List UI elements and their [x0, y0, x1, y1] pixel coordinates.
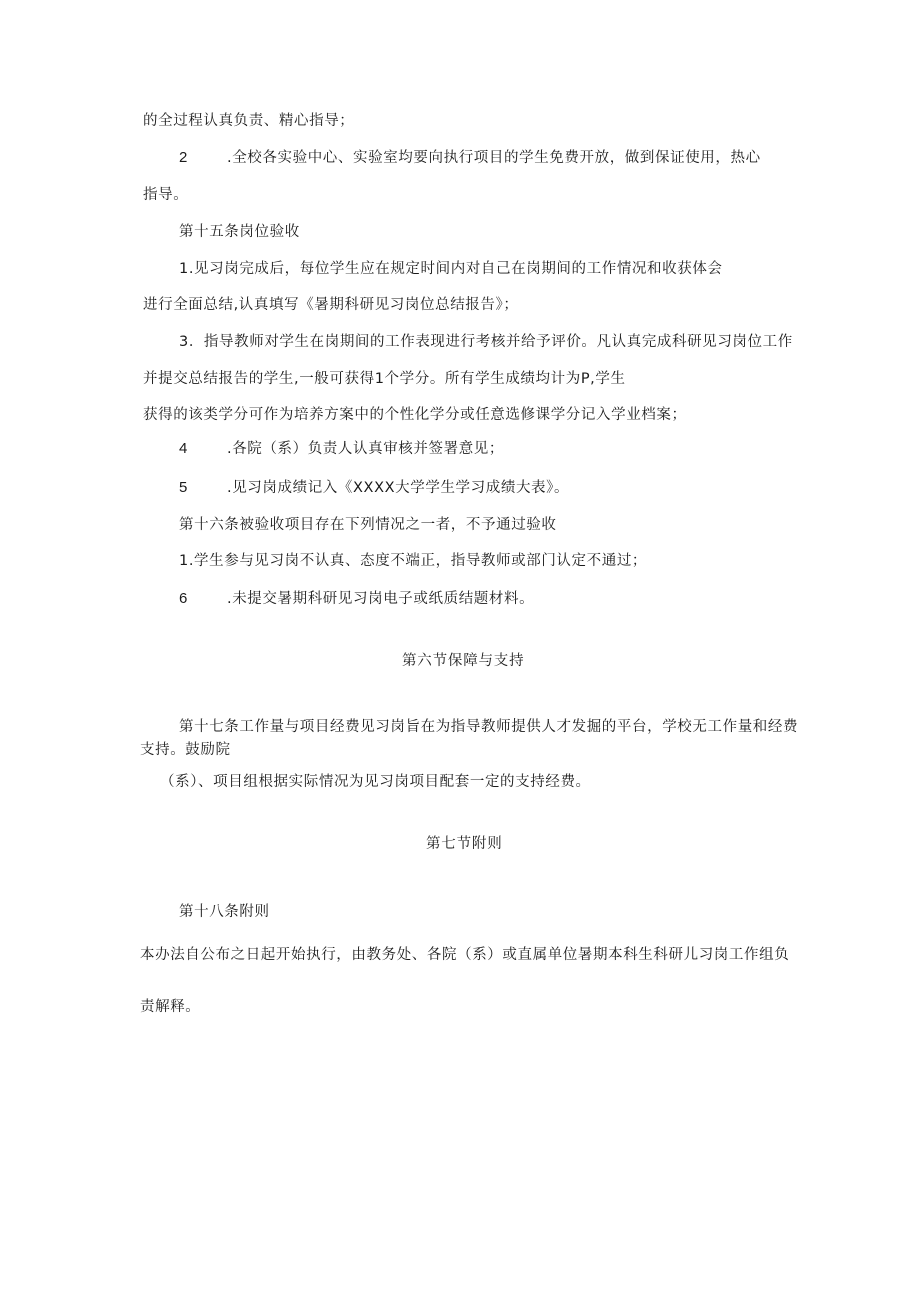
list-item-1: 1.见习岗完成后，每位学生应在规定时间内对自己在岗期间的工作情况和收获体会: [179, 261, 723, 277]
paragraph-line: 支持。鼓励院: [140, 742, 231, 758]
paragraph-line: 进行全面总结,认真填写《暑期科研见习岗位总结报告》；: [143, 297, 519, 313]
list-item-4: 4 .各院（系）负责人认真审核并签署意见；: [179, 440, 505, 457]
article-heading: 第十七条工作量与项目经费见习岗旨在为指导教师提供人才发掘的平台，学校无工作量和经费: [179, 719, 799, 735]
list-number: 4: [179, 440, 188, 457]
list-item-2: 2 .全校各实验中心、实验室均要向执行项目的学生免费开放，做到保证使用，热心: [179, 149, 761, 166]
section-heading: 第七节附则: [426, 836, 503, 852]
paragraph-line: 责解释。: [140, 999, 201, 1015]
paragraph-line: （系）、项目组根据实际情况为见习岗项目配套一定的支持经费。: [160, 774, 591, 790]
section-heading: 第六节保障与支持: [402, 653, 525, 669]
list-number: 5: [179, 479, 188, 496]
article-heading: 第十八条附则: [179, 904, 270, 920]
paragraph-line: 并提交总结报告的学生,一般可获得1个学分。所有学生成绩均计为P,学生: [143, 371, 626, 387]
list-item-1: 1.学生参与见习岗不认真、态度不端正，指导教师或部门认定不通过；: [179, 553, 648, 569]
list-number: 6: [179, 590, 188, 607]
paragraph-line: 的全过程认真负责、精心指导；: [143, 113, 355, 129]
list-number: 2: [179, 149, 188, 166]
list-item-5: 5 .见习岗成绩记入《XXXX大学学生学习成绩大表》。: [179, 479, 570, 496]
paragraph-line: 获得的该类学分可作为培养方案中的个性化学分或任意选修课学分记入学业档案；: [143, 407, 687, 423]
paragraph-line: 指导。: [143, 187, 189, 203]
list-item-6: 6 .未提交暑期科研见习岗电子或纸质结题材料。: [179, 590, 535, 607]
article-heading: 第十五条岗位验收: [179, 224, 300, 240]
list-item-3: 3．指导教师对学生在岗期间的工作表现进行考核并给予评价。凡认真完成科研见习岗位工作: [179, 334, 793, 350]
paragraph-line: 本办法自公布之日起开始执行，由教务处、各院（系）或直属单位暑期本科生科研儿习岗工作组负: [140, 947, 790, 963]
article-heading: 第十六条被验收项目存在下列情况之一者，不予通过验收: [179, 517, 557, 533]
